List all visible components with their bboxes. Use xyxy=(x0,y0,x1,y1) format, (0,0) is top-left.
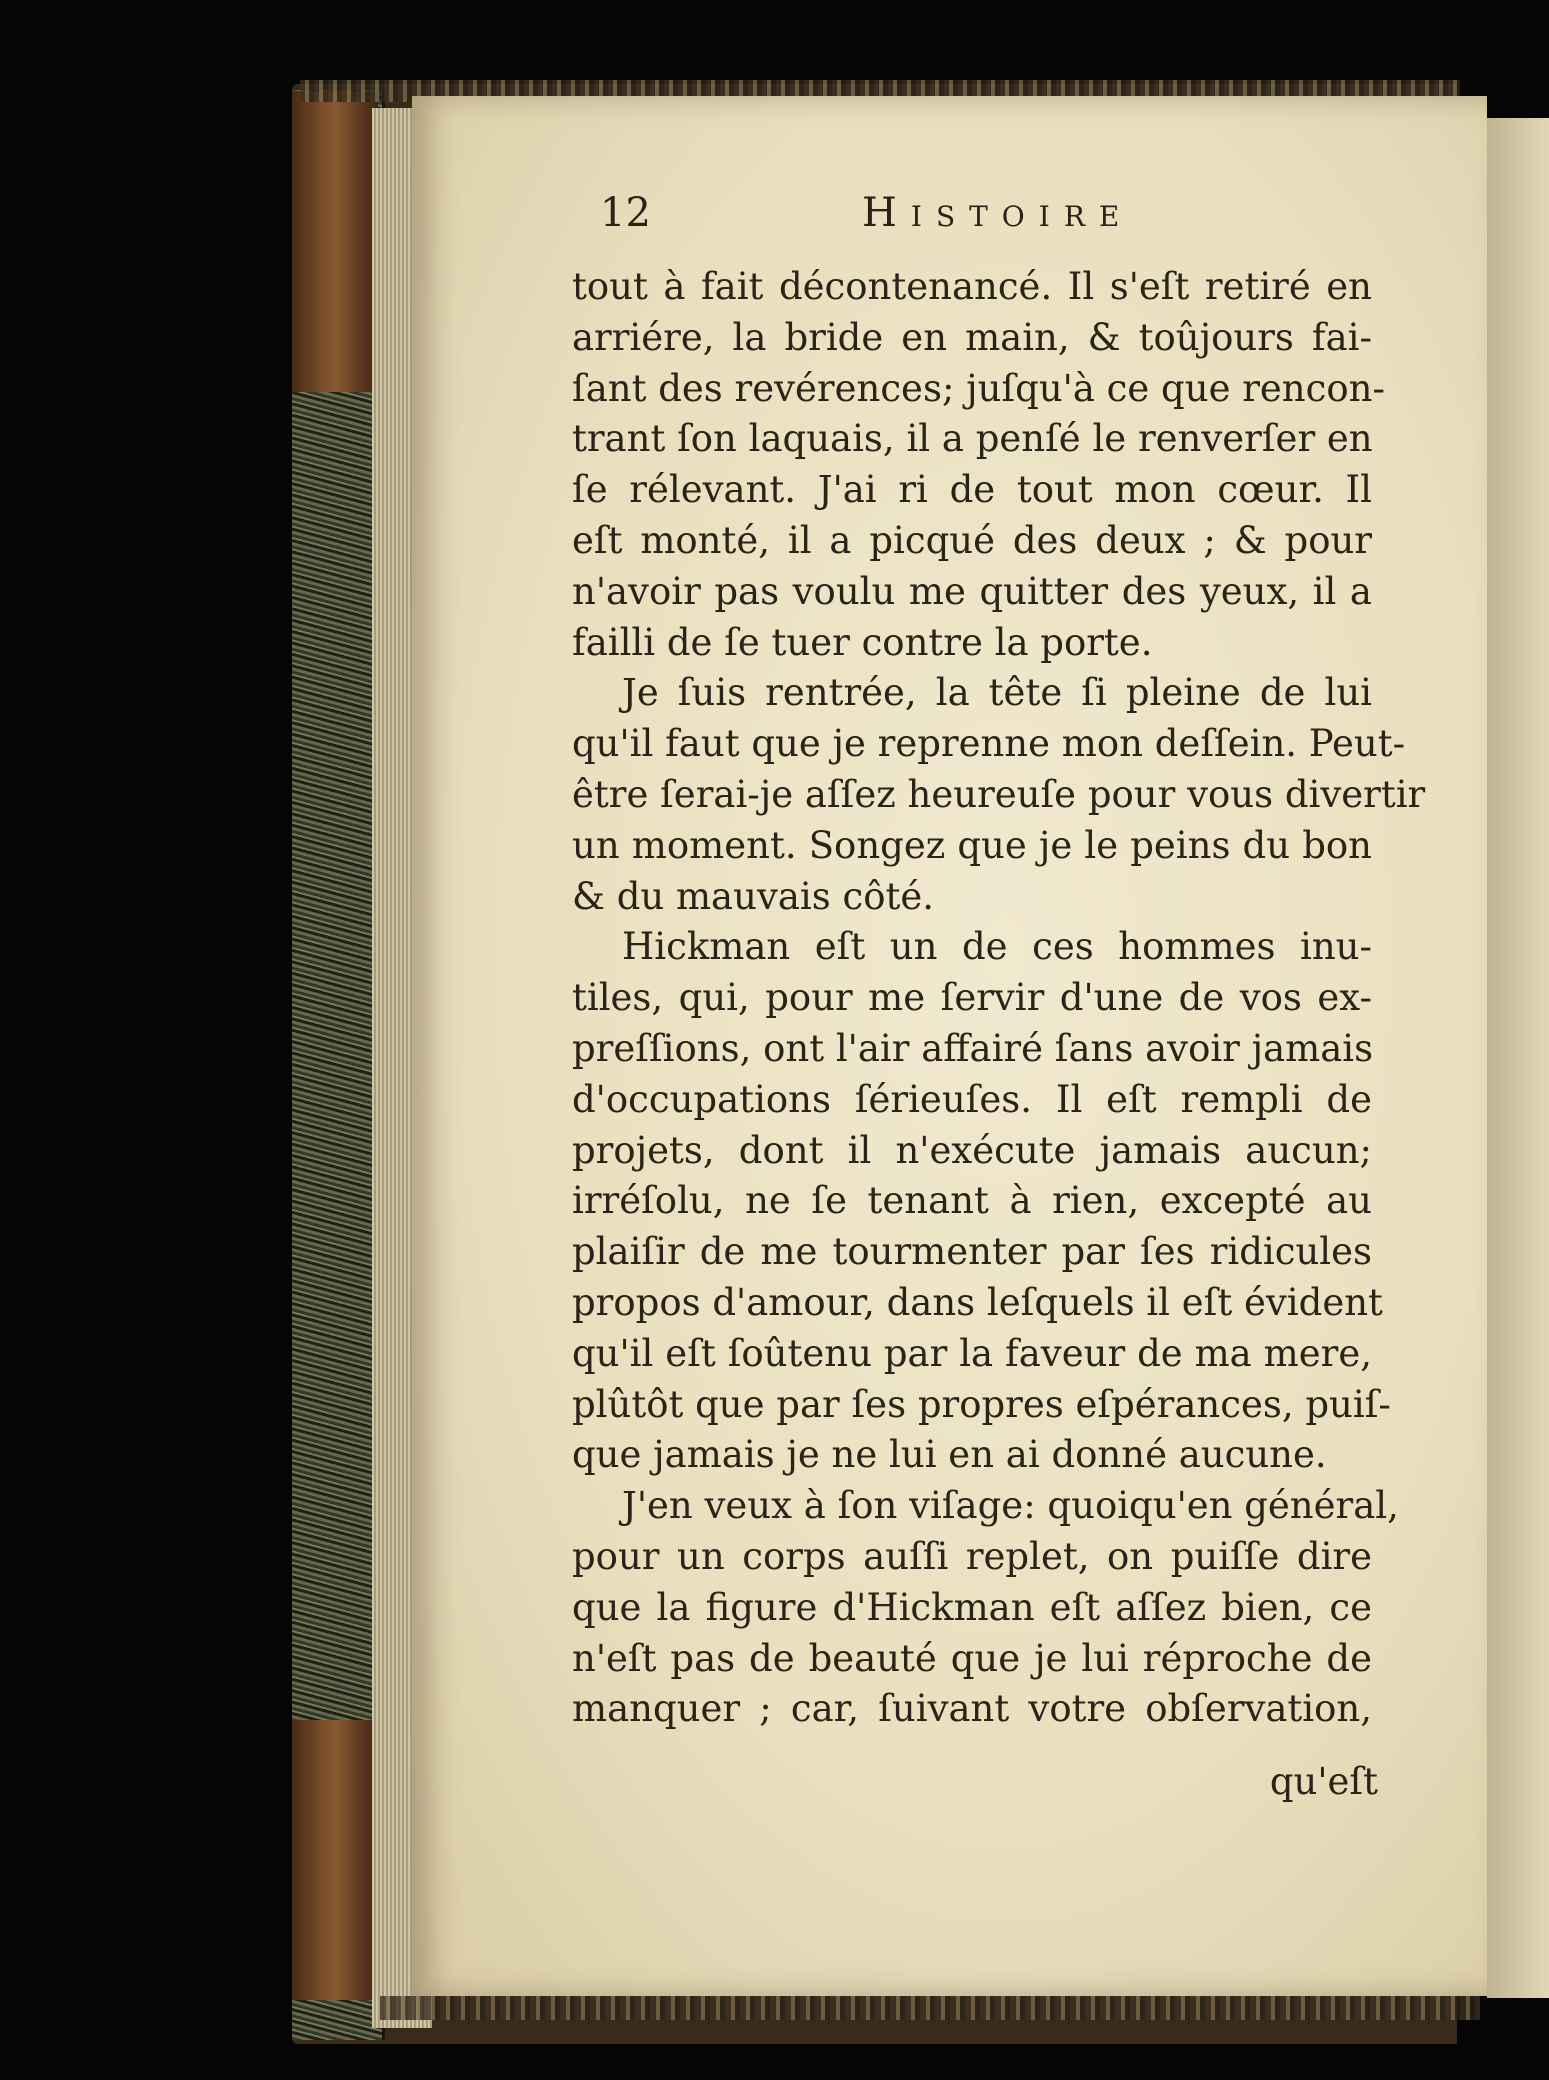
text-line: preſſions, ont l'air affairé ſans avoir jamais xyxy=(572,1026,1374,1070)
text-line: un moment. Songez que je le peins du bon xyxy=(572,823,1372,867)
text-line: n'avoir pas voulu me quitter des yeux, il a xyxy=(572,569,1372,613)
text-line: que jamais je ne lui en ai donné aucune. xyxy=(572,1433,1327,1477)
text-line: ſe rélevant. J'ai ri de tout mon cœur. Il xyxy=(572,468,1372,512)
text-line: manquer ; car, ſuivant votre obſervation, xyxy=(572,1687,1372,1731)
text-line: qu'il eſt ſoûtenu par la faveur de ma mere, xyxy=(572,1331,1372,1375)
text-line: Hickman eſt un de ces hommes inu- xyxy=(622,925,1372,969)
leather-spine-top xyxy=(292,92,378,392)
text-line: plûtôt que par ſes propres eſpérances, puiſ- xyxy=(572,1382,1391,1426)
text-line: J'en veux à ſon viſage: quoiqu'en général, xyxy=(622,1484,1399,1528)
text-line: propos d'amour, dans leſquels il eſt évident xyxy=(572,1280,1383,1324)
text-line: failli de ſe tuer contre la porte. xyxy=(572,620,1153,664)
text-line: tout à fait décontenancé. Il s'eſt retiré en xyxy=(572,265,1372,308)
text-line: pour un corps auſſi replet, on puiſſe dire xyxy=(572,1534,1372,1578)
text-line: projets, dont il n'exécute jamais aucun; xyxy=(572,1128,1372,1172)
catchword: qu'eſt xyxy=(1269,1760,1378,1803)
text-line: arriére, la bride en main, & toûjours fai- xyxy=(572,315,1372,359)
paragraph xyxy=(572,668,1426,922)
page-header xyxy=(600,190,1370,250)
paragraph xyxy=(572,1481,1399,1735)
text-line: & du mauvais côté. xyxy=(572,874,935,918)
text-line: tiles, qui, pour me ſervir d'une de vos ex- xyxy=(572,976,1372,1020)
text-line: plaiſir de me tourmenter par ſes ridicules xyxy=(572,1230,1372,1274)
paragraph xyxy=(572,922,1391,1481)
text-line: n'eſt pas de beauté que je lui réproche de xyxy=(572,1636,1372,1680)
text-line: d'occupations ſérieuſes. Il eſt rempli de xyxy=(572,1077,1372,1121)
leather-spine-bottom xyxy=(292,1720,378,2000)
text-line: ſant des revérences; juſqu'à ce que rencon- xyxy=(572,366,1385,410)
text-line: trant ſon laquais, il a penſé le renverſer en xyxy=(572,417,1373,461)
running-title: Histoire xyxy=(862,190,1134,236)
text-line: qu'il faut que je reprenne mon deſſein. Peut- xyxy=(572,722,1406,766)
text-line: être ſerai-je aſſez heureuſe pour vous divertir xyxy=(572,772,1426,816)
text-line: eſt monté, il a picqué des deux ; & pour xyxy=(572,518,1372,562)
text-line: que la figure d'Hickman eſt aſſez bien, ce xyxy=(572,1585,1372,1629)
paragraph xyxy=(572,262,1385,668)
facing-page-edge xyxy=(1487,118,1549,1998)
text-line: Je ſuis rentrée, la tête ſi pleine de lui xyxy=(622,671,1372,715)
bottom-edge xyxy=(380,1996,1480,2020)
body-text xyxy=(572,262,1426,1735)
text-line: irréſolu, ne ſe tenant à rien, excepté au xyxy=(572,1179,1372,1223)
page-number: 12 xyxy=(600,190,651,236)
